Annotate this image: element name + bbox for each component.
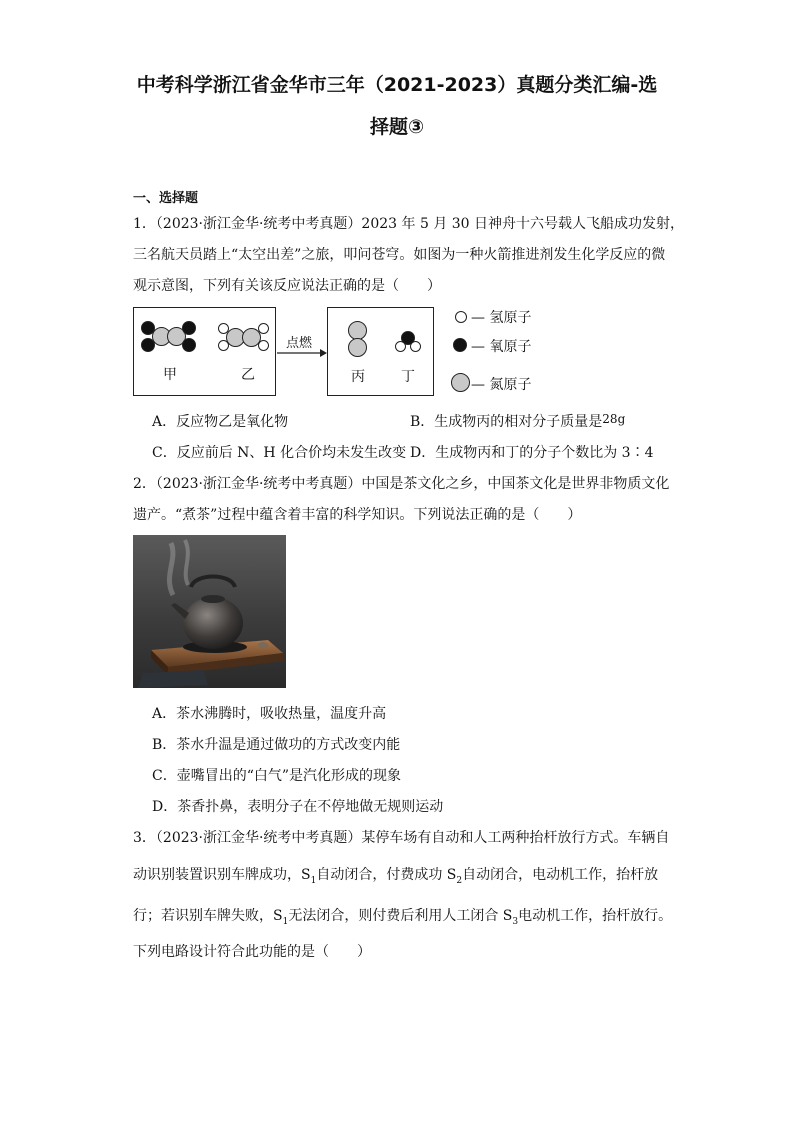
section-heading: 一、选择题 bbox=[133, 191, 199, 206]
nitrogen-atom-icon bbox=[451, 373, 470, 392]
q1-line3: 观示意图，下列有关该反应说法正确的是（ ） bbox=[133, 278, 441, 294]
teapot-icon bbox=[133, 535, 286, 688]
label-yi: 乙 bbox=[241, 367, 255, 383]
q2-option-d: D．茶香扑鼻，表明分子在不停地做无规则运动 bbox=[152, 799, 444, 815]
label-jia: 甲 bbox=[163, 367, 177, 383]
page-title-line1: 中考科学浙江省金华市三年（2021-2023）真题分类汇编-选 bbox=[136, 74, 658, 96]
q3-line3: 行；若识别车牌失败，$S_1$无法闭合，则付费后利用人工闭合 $S_3$电动机工作，抬杆放行。 bbox=[133, 908, 673, 927]
q1-option-d: D．生成物丙和丁的分子个数比为 3∶4 bbox=[410, 445, 654, 461]
q1-option-b: B．生成物丙的相对分子质量是28g bbox=[410, 412, 626, 430]
q1-option-c: C．反应前后 N、H 化合价均未发生改变 bbox=[152, 445, 407, 461]
q3-line4: 下列电路设计符合此功能的是（ ） bbox=[133, 944, 371, 960]
legend-nitrogen: — 氮原子 bbox=[471, 377, 532, 393]
product-box bbox=[327, 307, 434, 396]
arrow-label: 点燃 bbox=[286, 336, 313, 351]
hydrogen-atom-icon bbox=[455, 311, 467, 323]
oxygen-atom-icon bbox=[453, 338, 467, 352]
reaction-arrow-icon bbox=[276, 348, 328, 358]
teapot-photo bbox=[133, 535, 286, 688]
label-ding: 丁 bbox=[401, 369, 415, 385]
q1-line1: 1．（2023·浙江金华·统考中考真题）2023 年 5 月 30 日神舟十六号载人飞船成功发射， bbox=[133, 216, 685, 232]
q3-line1: 3．（2023·浙江金华·统考中考真题）某停车场有自动和人工两种抬杆放行方式。车辆自 bbox=[133, 830, 670, 846]
q2-option-b: B．茶水升温是通过做功的方式改变内能 bbox=[152, 737, 401, 753]
q2-line2: 遗产。“煮茶”过程中蕴含着丰富的科学知识。下列说法正确的是（ ） bbox=[133, 507, 582, 523]
q2-option-a: A．茶水沸腾时，吸收热量，温度升高 bbox=[152, 706, 387, 722]
q2-option-c: C．壶嘴冒出的“白气”是汽化形成的现象 bbox=[152, 768, 402, 784]
q1-option-a: A．反应物乙是氧化物 bbox=[152, 414, 289, 430]
label-bing: 丙 bbox=[351, 369, 365, 385]
page-title-line2: 择题③ bbox=[369, 116, 425, 138]
q3-line2: 动识别装置识别车牌成功，$S_1$自动闭合，付费成功 $S_2$自动闭合，电动机工作，抬杆放 bbox=[133, 867, 659, 886]
legend-hydrogen: — 氢原子 bbox=[471, 310, 532, 326]
q1-line2: 三名航天员踏上“太空出差”之旅，叩问苍穹。如图为一种火箭推进剂发生化学反应的微 bbox=[133, 247, 666, 263]
q2-line1: 2．（2023·浙江金华·统考中考真题）中国是茶文化之乡，中国茶文化是世界非物质文化 bbox=[133, 476, 670, 492]
legend-oxygen: — 氧原子 bbox=[471, 339, 532, 355]
